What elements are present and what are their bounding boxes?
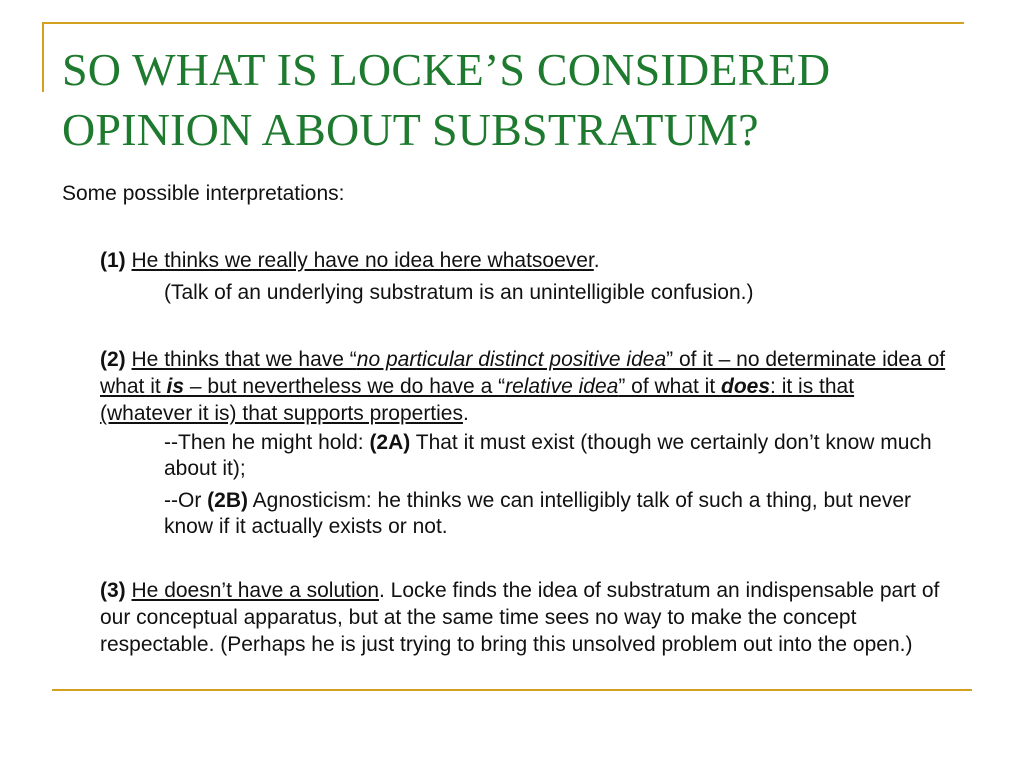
accent-top-rule [42,22,964,24]
interpretation-2-number: (2) [100,348,126,371]
interpretation-2b [164,488,954,540]
interpretation-2a-prefix: --Then he might hold: [164,431,370,454]
interpretation-2b-prefix: --Or [164,489,208,512]
claim-emphasis-is: is [166,375,185,398]
claim-part-3: – but nevertheless we do have a “ [184,375,506,398]
interpretation-1-note: (Talk of an underlying substratum is an unintelligible confusion.) [164,281,754,304]
interpretation-2a-label: (2A) [369,431,411,454]
interpretation-3-claim: He doesn’t have a solution [131,579,380,602]
interpretation-1-claim: He thinks we really have no idea here whatsoever [131,249,594,272]
claim-emphasis-does: does [721,375,771,398]
slide-body [62,180,962,656]
accent-vertical-rule [42,22,44,92]
claim-italic-relative-idea: relative idea [505,375,619,398]
interpretation-2a-text: That it must exist (though we certainly don’t know much about it); [164,431,932,480]
interpretation-2-period: . [463,402,469,425]
interpretation-3-text: . Locke finds the idea of substratum an indispensable part of our conceptual apparatus, but at the same time sees no way to make the concept respectable. (Perhaps he is just trying to bring this unsolved problem out into the open.) [100,579,940,656]
title-line-1: SO WHAT IS LOCKE’S CONSIDERED [62,44,831,95]
interpretation-2 [100,346,952,427]
interpretation-2b-label: (2B) [207,489,248,512]
interpretation-1 [100,247,952,274]
claim-italic-positive-idea: no particular distinct positive idea [356,348,667,371]
interpretation-1-number: (1) [100,249,126,272]
claim-part-1: He thinks that we have “ [131,348,357,371]
claim-part-5: : it is that (whatever it is) that supports properties [100,375,855,425]
claim-part-2: ” of it – no determinate idea of what it [100,348,946,398]
interpretation-2-claim [100,348,945,425]
slide-title [62,40,992,160]
interpretation-2a [164,430,954,482]
claim-part-4: ” of what it [618,375,722,398]
interpretation-2b-text: Agnosticism: he thinks we can intelligibly talk of such a thing, but never know if it actually exists or not. [164,489,912,538]
intro-text: Some possible interpretations: [62,182,345,205]
accent-bottom-rule [52,689,972,691]
title-line-2: OPINION ABOUT SUBSTRATUM? [62,104,759,155]
interpretation-3-number: (3) [100,579,126,602]
interpretation-1-period: . [593,249,600,272]
interpretation-3 [100,577,952,658]
